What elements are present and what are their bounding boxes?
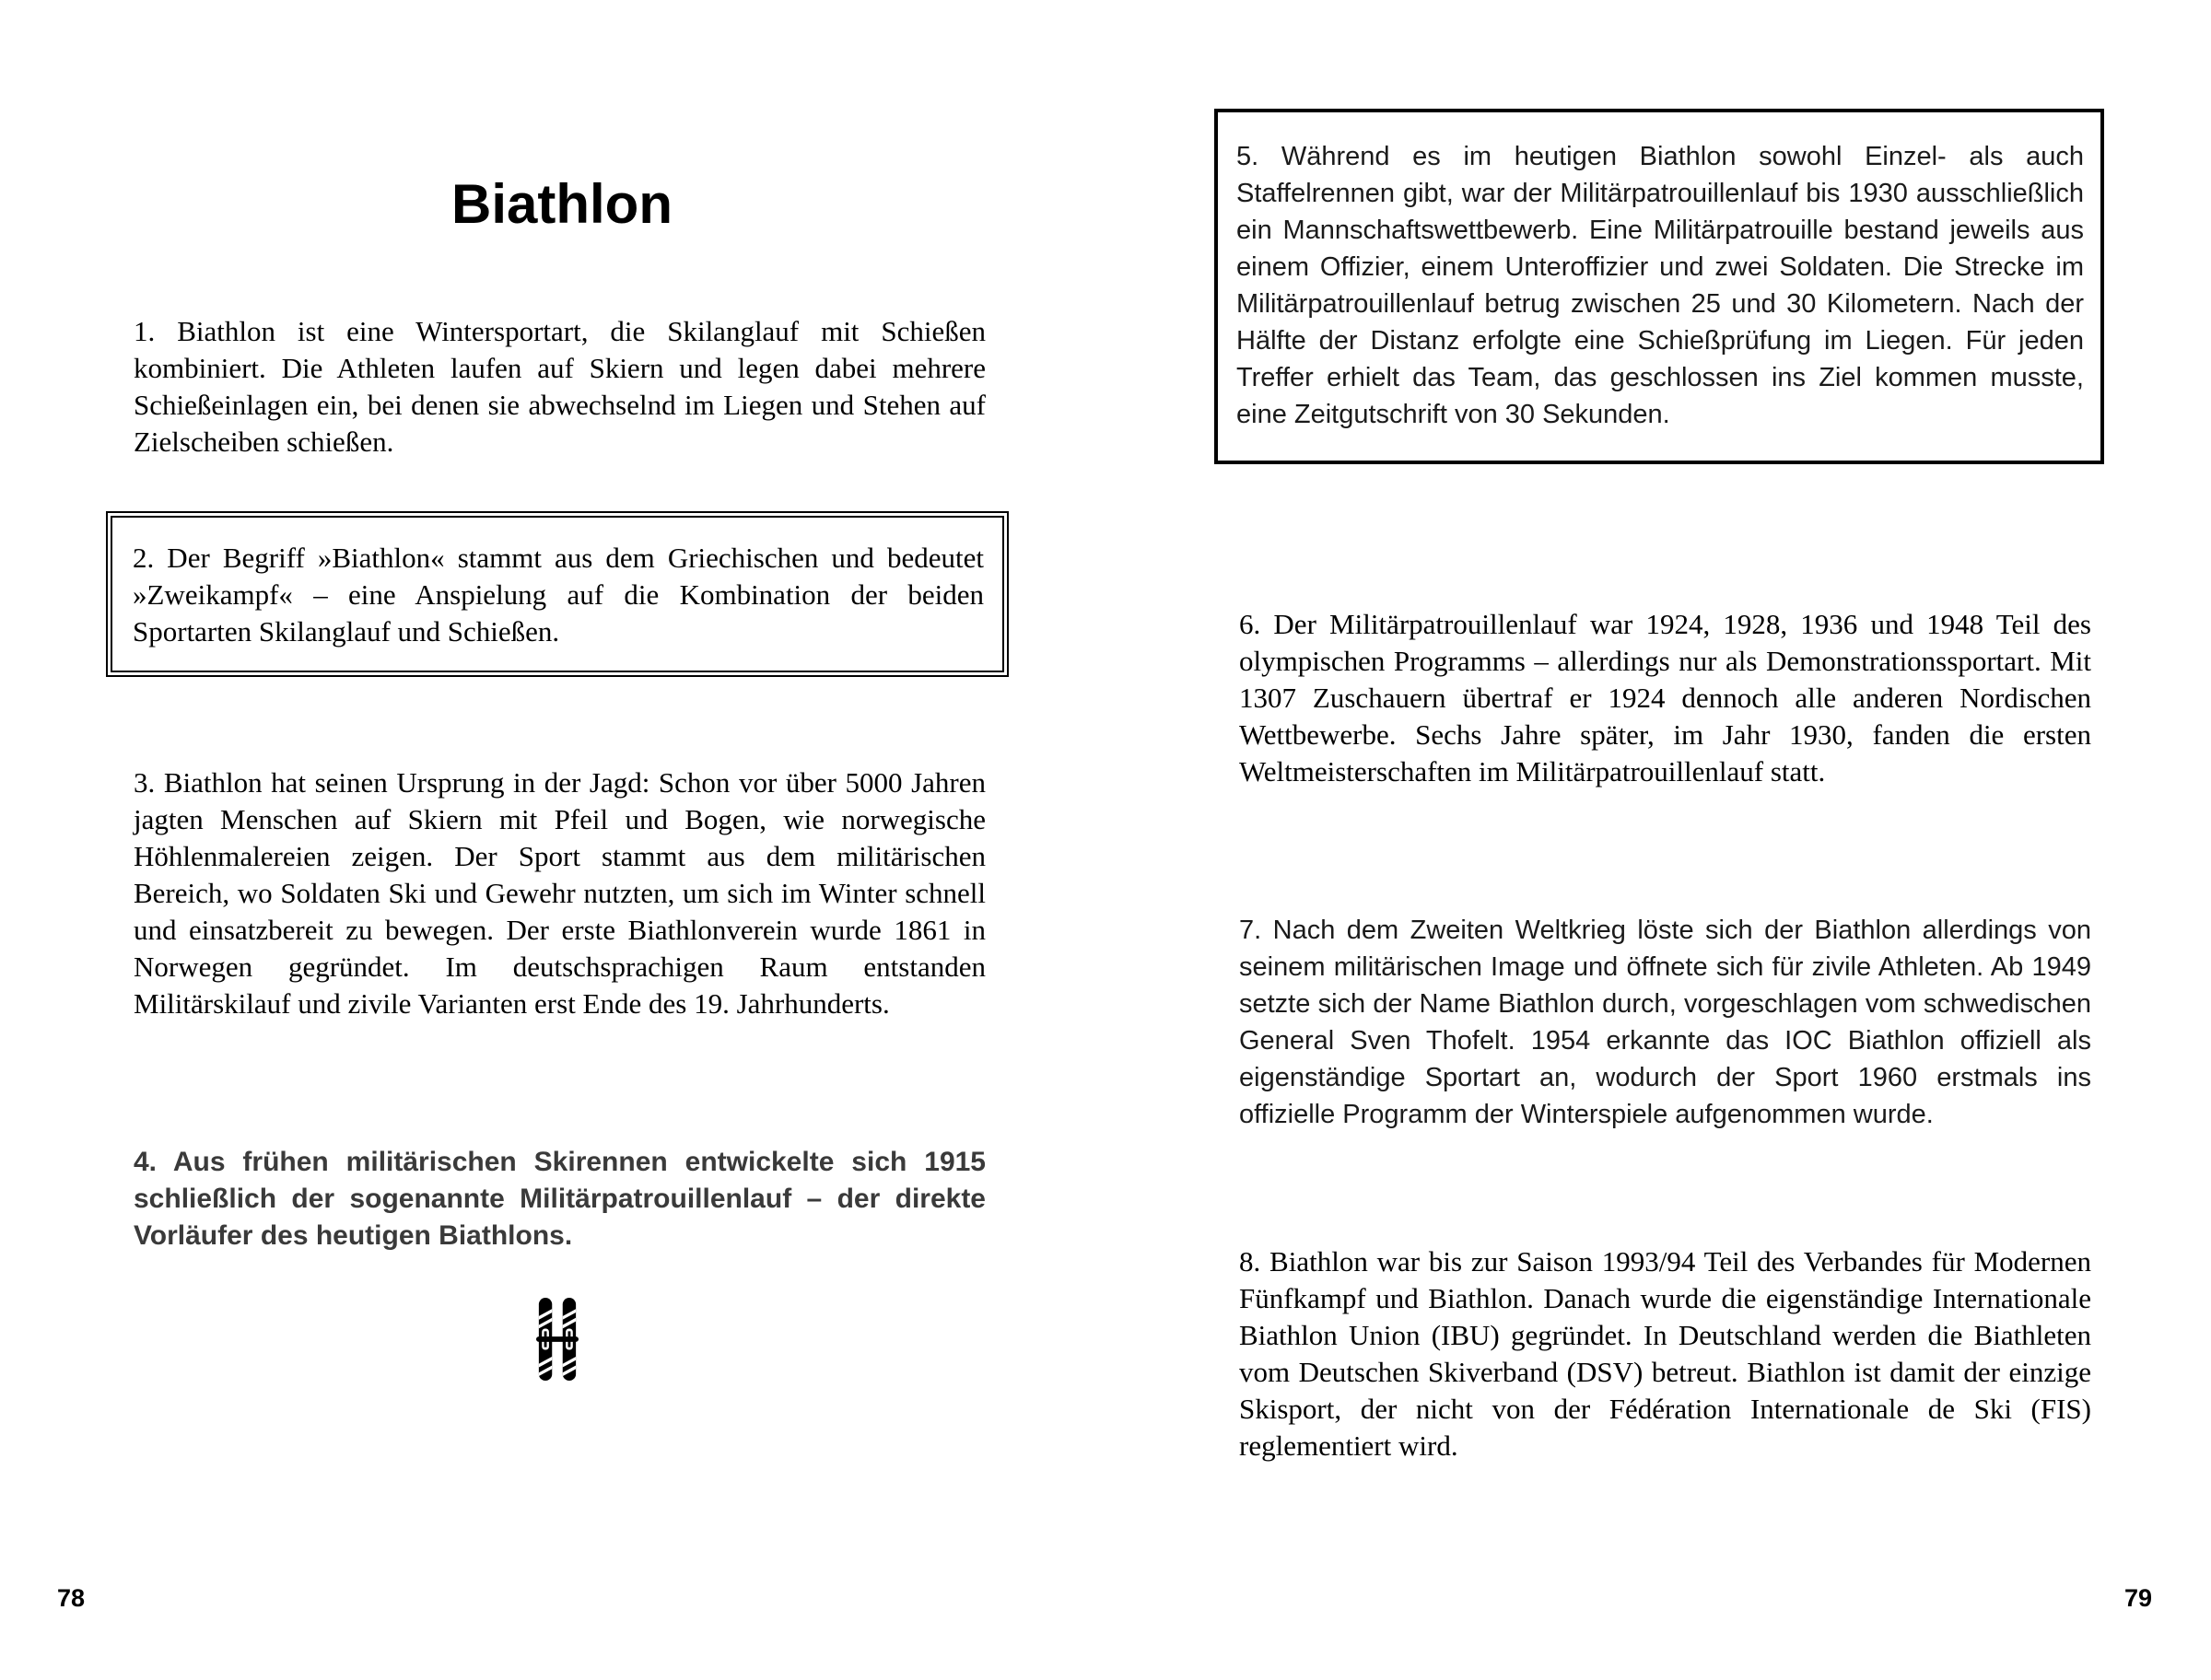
paragraph-4: 4. Aus frühen militärischen Skirennen entwickelte sich 1915 schließlich der sogenannte Militärpatrouillenlauf – der direkte Vorläufer des heutigen Biathlons. [134,1147,986,1251]
paragraph-5: 5. Während es im heutigen Biathlon sowohl Einzel- als auch Staffelrennen gibt, war der Militärpatrouillenlauf bis 1930 ausschließlich ein Mannschaftswettbewerb. Eine Militärpatrouille bestand jeweils aus einem Offizier, einem Unteroffizier und zwei Soldaten. Die Strecke im Militärpatrouillenlauf betrug zwischen 25 und 30 Kilometern. Nach der Hälfte der Distanz erfolgte eine Schießprüfung im Liegen. Für jeden Treffer erhielt das Team, das geschlossen ins Ziel kommen musste, eine Zeitgutschrift von 30 Sekunden. [1236,142,2084,429]
double-border-box-inner [111,516,1004,672]
paragraph-7: 7. Nach dem Zweiten Weltkrieg löste sich der Biathlon allerdings von seinem militärischen Image und öffnete sich für zivile Athleten. Ab 1949 setzte sich der Name Biathlon durch, vorgeschlagen vom schwedischen General Sven Thofelt. 1954 erkannte das IOC Biathlon offiziell als eigenständige Sportart an, wodurch der Sport 1960 erstmals ins offizielle Programm der Winterspiele aufgenommen wurde. [1239,916,2091,1129]
paragraph-3: 3. Biathlon hat seinen Ursprung in der Jagd: Schon vor über 5000 Jahren jagten Menschen auf Skiern mit Pfeil und Bogen, wie norwegische Höhlenmalereien zeigen. Der Sport stammt aus dem militärischen Bereich, wo Soldaten Ski und Gewehr nutzten, um sich im Winter schnell und einsatzbereit zu bewegen. Der erste Biathlonverein wurde 1861 in Norwegen gegründet. Im deutschsprachigen Raum entstanden Militärskilauf und zivile Varianten erst Ende des 19. Jahrhunderts. [134,766,986,1020]
page-number-left: 78 [57,1584,86,1612]
paragraph-2: 2. Der Begriff »Biathlon« stammt aus dem Griechischen und bedeutet »Zweikampf« – eine Anspielung auf die Kombination der beiden Sportarten Skilanglauf und Schießen. [133,542,984,648]
page-number-right: 79 [2124,1584,2153,1612]
single-border-box [1214,109,2104,464]
paragraph-1: 1. Biathlon ist eine Wintersportart, die Skilanglauf mit Schießen kombiniert. Die Athleten laufen auf Skiern und legen dabei mehrere Schießeinlagen ein, bei denen sie abwechselnd im Liegen und Stehen auf Zielscheiben schießen. [134,315,986,458]
double-border-box [106,511,1009,677]
page-title: Biathlon [451,173,673,235]
skis-icon [536,1297,579,1382]
paragraph-8: 8. Biathlon war bis zur Saison 1993/94 Teil des Verbandes für Modernen Fünfkampf und Biathlon. Danach wurde die eigenständige Internationale Biathlon Union (IBU) gegründet. In Deutschland werden die Biathleten vom Deutschen Skiverband (DSV) betreut. Biathlon ist damit der einzige Skisport, der nicht von der Fédération Internationale de Ski (FIS) reglementiert wird. [1239,1245,2091,1462]
paragraph-6: 6. Der Militärpatrouillenlauf war 1924, 1928, 1936 und 1948 Teil des olympischen Programms – allerdings nur als Demonstrationssportart. Mit 1307 Zuschauern übertraf er 1924 dennoch alle anderen Nordischen Wettbewerbe. Sechs Jahre später, im Jahr 1930, fanden die ersten Weltmeisterschaften im Militärpatrouillenlauf statt. [1239,608,2091,788]
